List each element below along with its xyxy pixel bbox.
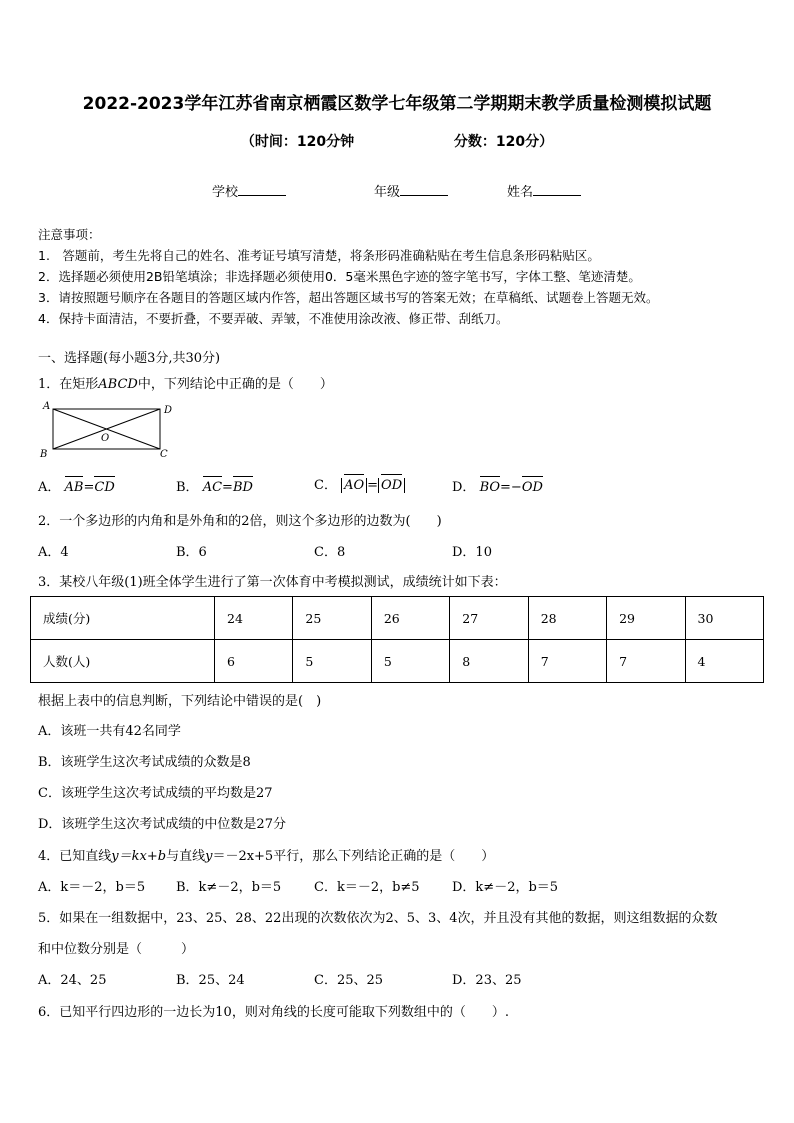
q4-text-3: ＝－2x+5平行，那么下列结论正确的是（ ） <box>212 849 495 864</box>
q4-equation-2: y <box>205 849 213 864</box>
table-cell: 29 <box>607 597 685 640</box>
center-o-label: O <box>101 433 110 444</box>
vector-bd: BD <box>232 480 253 495</box>
q5-option-d[interactable]: D．23、25 <box>452 973 522 988</box>
vertex-b-label: B <box>40 449 48 458</box>
q2-option-c[interactable]: C．8 <box>314 545 346 560</box>
exam-subtitle <box>0 131 794 151</box>
vector-cd: CD <box>94 480 115 495</box>
q4-text-2: 与直线 <box>166 849 206 864</box>
name-field[interactable] <box>507 181 581 200</box>
abs-od <box>378 478 405 493</box>
total-score: 分数：120分） <box>453 134 554 150</box>
q1-figure-name: ABCD <box>98 377 138 392</box>
equals-sign: = <box>367 478 379 493</box>
q4-option-b[interactable]: B．k≠－2，b＝5 <box>176 880 282 895</box>
grade-label: 年级 <box>374 185 401 200</box>
vertex-d-label: D <box>164 405 173 416</box>
option-label: D． <box>452 480 476 495</box>
vector-ab: AB <box>64 480 84 495</box>
q5-option-b[interactable]: B．25、24 <box>176 973 245 988</box>
q3-option-b[interactable]: B．该班学生这次考试成绩的众数是8 <box>38 755 251 770</box>
q1-text-post: 中，下列结论中正确的是（ ） <box>137 377 333 392</box>
abs-ao <box>341 478 367 493</box>
name-blank[interactable] <box>533 183 581 196</box>
notice-item: 2．选择题必须使用2B铅笔填涂；非选择题必须使用0．5毫米黑色字迹的签字笔书写，字体工整、笔迹清楚。 <box>38 269 641 284</box>
q1-option-d[interactable] <box>452 476 543 495</box>
table-cell: 25 <box>293 597 371 640</box>
table-row <box>31 597 764 640</box>
table-cell: 30 <box>685 597 763 640</box>
vector-bo: BO <box>479 480 501 495</box>
q4-equation-1: y＝kx+b <box>111 849 167 864</box>
q1-option-c[interactable] <box>314 474 405 493</box>
q3-option-c[interactable]: C．该班学生这次考试成绩的平均数是27 <box>38 786 273 801</box>
table-cell: 5 <box>293 640 371 683</box>
notice-item: 4．保持卡面清洁，不要折叠，不要弄破、弄皱，不准使用涂改液、修正带、刮纸刀。 <box>38 311 509 326</box>
q3-option-d[interactable]: D．该班学生这次考试成绩的中位数是27分 <box>38 817 286 832</box>
question-6: 6．已知平行四边形的一边长为10，则对角线的长度可能取下列数组中的（ ）. <box>38 1005 509 1020</box>
q4-option-a[interactable]: A．k＝－2，b＝5 <box>38 880 146 895</box>
q2-option-b[interactable]: B．6 <box>176 545 207 560</box>
vertex-c-label: C <box>160 449 168 458</box>
q4-option-c[interactable]: C．k＝－2，b≠5 <box>314 880 420 895</box>
option-label: B． <box>176 480 199 495</box>
equals-sign: =− <box>500 480 522 495</box>
option-label: C． <box>314 478 337 493</box>
notice-item: 1. 答题前，考生先将自己的姓名、准考证号填写清楚，将条形码准确粘贴在考生信息条形码粘贴区。 <box>38 248 600 263</box>
notice-block <box>38 224 758 329</box>
q2-option-d[interactable]: D．10 <box>452 545 492 560</box>
table-cell: 28 <box>528 597 606 640</box>
table-cell: 24 <box>215 597 293 640</box>
exam-title: 2022-2023学年江苏省南京栖霞区数学七年级第二学期期末教学质量检测模拟试题 <box>82 94 712 114</box>
vector-od: OD <box>521 480 543 495</box>
question-2: 2．一个多边形的内角和是外角和的2倍，则这个多边形的边数为( ) <box>38 514 442 529</box>
notice-item: 3．请按照题号顺序在各题目的答题区域内作答，超出答题区域书写的答案无效；在草稿纸、试题卷上答题无效。 <box>38 290 659 305</box>
school-field[interactable] <box>212 181 286 200</box>
section-heading: 一、选择题(每小题3分,共30分) <box>38 351 221 366</box>
vertex-a-label: A <box>43 401 51 412</box>
rectangle-diagram <box>38 400 178 458</box>
question-3: 3．某校八年级(1)班全体学生进行了第一次体育中考模拟测试，成绩统计如下表： <box>38 575 507 590</box>
school-label: 学校 <box>212 185 239 200</box>
q4-text-1: 4．已知直线 <box>38 849 112 864</box>
table-cell: 7 <box>528 640 606 683</box>
school-blank[interactable] <box>238 183 286 196</box>
vector-ac: AC <box>202 480 223 495</box>
question-5-line-1: 5．如果在一组数据中，23、25、28、22出现的次数依次为2、5、3、4次，并且没有其他的数据，则这组数据的众数 <box>38 911 718 926</box>
q1-text-pre: 1．在矩形 <box>38 377 99 392</box>
vector-od: OD <box>381 478 403 493</box>
q2-option-a[interactable]: A．4 <box>38 545 69 560</box>
name-label: 姓名 <box>507 185 534 200</box>
table-cell: 4 <box>685 640 763 683</box>
table-cell: 成绩(分) <box>31 597 215 640</box>
table-cell: 26 <box>371 597 449 640</box>
question-5-line-2: 和中位数分别是（ ） <box>38 942 195 957</box>
q3-option-a[interactable]: A．该班一共有42名同学 <box>38 724 181 739</box>
q5-option-c[interactable]: C．25、25 <box>314 973 384 988</box>
table-row <box>31 640 764 683</box>
notice-heading: 注意事项： <box>38 227 101 242</box>
table-cell: 27 <box>450 597 528 640</box>
q4-option-d[interactable]: D．k≠－2，b＝5 <box>452 880 559 895</box>
grade-blank[interactable] <box>400 183 448 196</box>
grade-field[interactable] <box>374 181 448 200</box>
option-label: A． <box>38 480 61 495</box>
table-cell: 人数(人) <box>31 640 215 683</box>
question-1 <box>38 373 333 392</box>
q5-option-a[interactable]: A．24、25 <box>38 973 107 988</box>
table-cell: 7 <box>607 640 685 683</box>
score-table <box>30 596 764 683</box>
time-limit: （时间：120分钟 <box>240 134 355 150</box>
q1-option-b[interactable] <box>176 476 253 495</box>
table-cell: 6 <box>215 640 293 683</box>
question-4 <box>38 845 494 864</box>
equals-sign: = <box>222 480 233 495</box>
q3-question: 根据上表中的信息判断，下列结论中错误的是( ) <box>38 694 322 709</box>
vector-ao: AO <box>344 478 365 493</box>
equals-sign: = <box>83 480 95 495</box>
q1-option-a[interactable] <box>38 476 115 495</box>
table-cell: 5 <box>371 640 449 683</box>
table-cell: 8 <box>450 640 528 683</box>
